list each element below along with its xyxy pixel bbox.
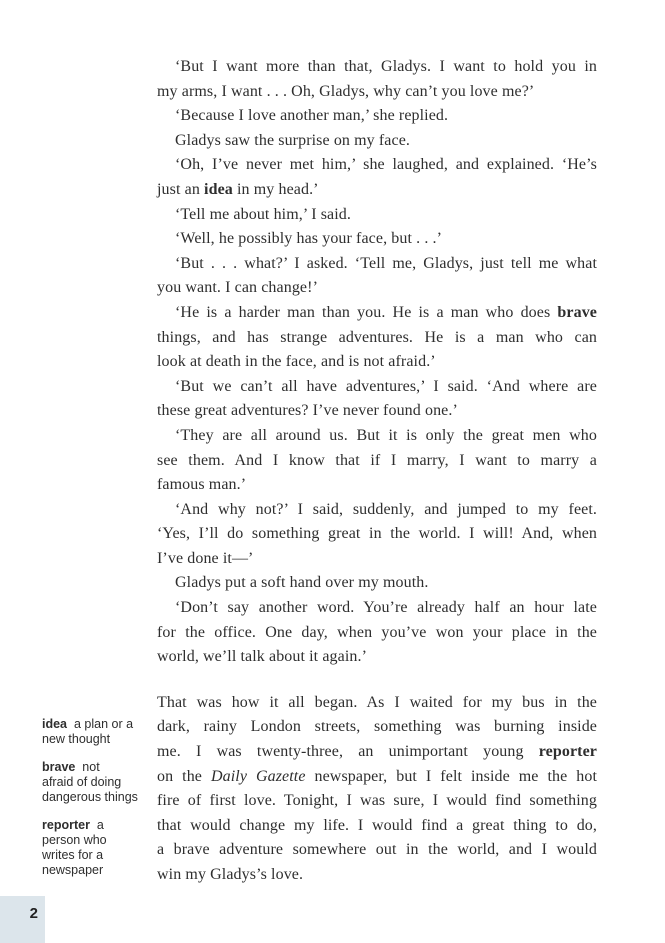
paragraph [157, 691, 597, 888]
paragraph [157, 252, 597, 301]
glossary-entry-brave [42, 760, 147, 805]
text-line: ‘But I want more than that, Gladys. I want to hold you in [175, 58, 597, 75]
paragraph [157, 104, 597, 129]
glossary-line: dangerous things [42, 790, 138, 804]
paragraph [157, 153, 597, 202]
text-line: see them. And I know that if I marry, I want to marry a [157, 451, 597, 469]
text-line: look at death in the face, and is not afraid.’ [157, 353, 436, 371]
paragraph [157, 227, 597, 252]
text-line: ‘He is a harder man than you. He is a man who does brave [175, 303, 597, 321]
glossary [42, 717, 147, 891]
page-number-box [0, 896, 45, 943]
glossary-line: idea a plan or a [42, 717, 134, 731]
text-line: just an idea in my head.’ [157, 180, 319, 198]
glossary-entry-idea [42, 717, 147, 747]
paragraph [157, 203, 597, 228]
text-line: these great adventures? I’ve never found one.’ [157, 402, 458, 420]
paragraph [157, 571, 597, 596]
glossary-line: person who [42, 833, 107, 847]
text-line: world, we’ll talk about it again.’ [157, 648, 368, 666]
text-line: ‘Oh, I’ve never met him,’ she laughed, and explained. ‘He’s [175, 156, 597, 174]
glossary-line: brave not [42, 760, 100, 774]
text-line: ‘And why not?’ I said, suddenly, and jumped to my feet. [175, 500, 597, 518]
text-line: I’ve done it—’ [157, 549, 254, 567]
text-line: dark, rainy London streets, something was burning inside [157, 718, 597, 736]
text-line: win my Gladys’s love. [157, 866, 304, 883]
text-line: my arms, I want . . . Oh, Gladys, why can’t you love me?’ [157, 82, 535, 100]
text-line: ‘Well, he possibly has your face, but . . .’ [175, 230, 443, 248]
paragraph [157, 596, 597, 670]
main-text [157, 55, 597, 888]
page-number: 2 [29, 905, 38, 922]
text-line: ‘But we can’t all have adventures,’ I said. ‘And where are [175, 377, 597, 395]
paragraph [157, 424, 597, 498]
glossary-line: newspaper [42, 863, 104, 877]
text-line: on the Daily Gazette newspaper, but I felt inside me the hot [157, 767, 598, 785]
paragraph [157, 55, 597, 104]
text-line: that would change my life. I would find a great thing to do, [157, 816, 597, 834]
glossary-line: writes for a [42, 848, 104, 862]
glossary-entry-reporter [42, 818, 147, 878]
paragraph [157, 498, 597, 572]
text-line: a brave adventure somewhere out in the world, and I would [157, 841, 597, 859]
paragraph [157, 129, 597, 154]
text-line: Gladys put a soft hand over my mouth. [175, 574, 429, 592]
glossary-line: new thought [42, 732, 111, 746]
glossary-line: afraid of doing [42, 775, 122, 789]
text-line: famous man.’ [157, 476, 247, 494]
text-line: ‘Because I love another man,’ she replied. [175, 107, 449, 125]
text-line: fire of first love. Tonight, I was sure, I would find something [157, 792, 597, 810]
text-line: ‘Don’t say another word. You’re already half an hour late [175, 599, 597, 617]
paragraph [157, 375, 597, 424]
text-line: me. I was twenty-three, an unimportant young reporter [157, 743, 597, 761]
paragraph [157, 301, 597, 375]
text-line: ‘Tell me about him,’ I said. [175, 205, 352, 223]
glossary-line: reporter a [42, 818, 104, 832]
text-line: for the office. One day, when you’ve won your place in the [157, 623, 597, 641]
text-line: things, and has strange adventures. He is a man who can [157, 328, 597, 346]
text-line: Gladys saw the surprise on my face. [175, 131, 410, 149]
text-line: That was how it all began. As I waited for my bus in the [157, 693, 597, 711]
text-line: you want. I can change!’ [157, 279, 318, 297]
text-line: ‘They are all around us. But it is only the great men who [175, 426, 597, 444]
text-line: ‘But . . . what?’ I asked. ‘Tell me, Gladys, just tell me what [175, 254, 597, 272]
text-line: ‘Yes, I’ll do something great in the world. I will! And, when [157, 525, 597, 543]
